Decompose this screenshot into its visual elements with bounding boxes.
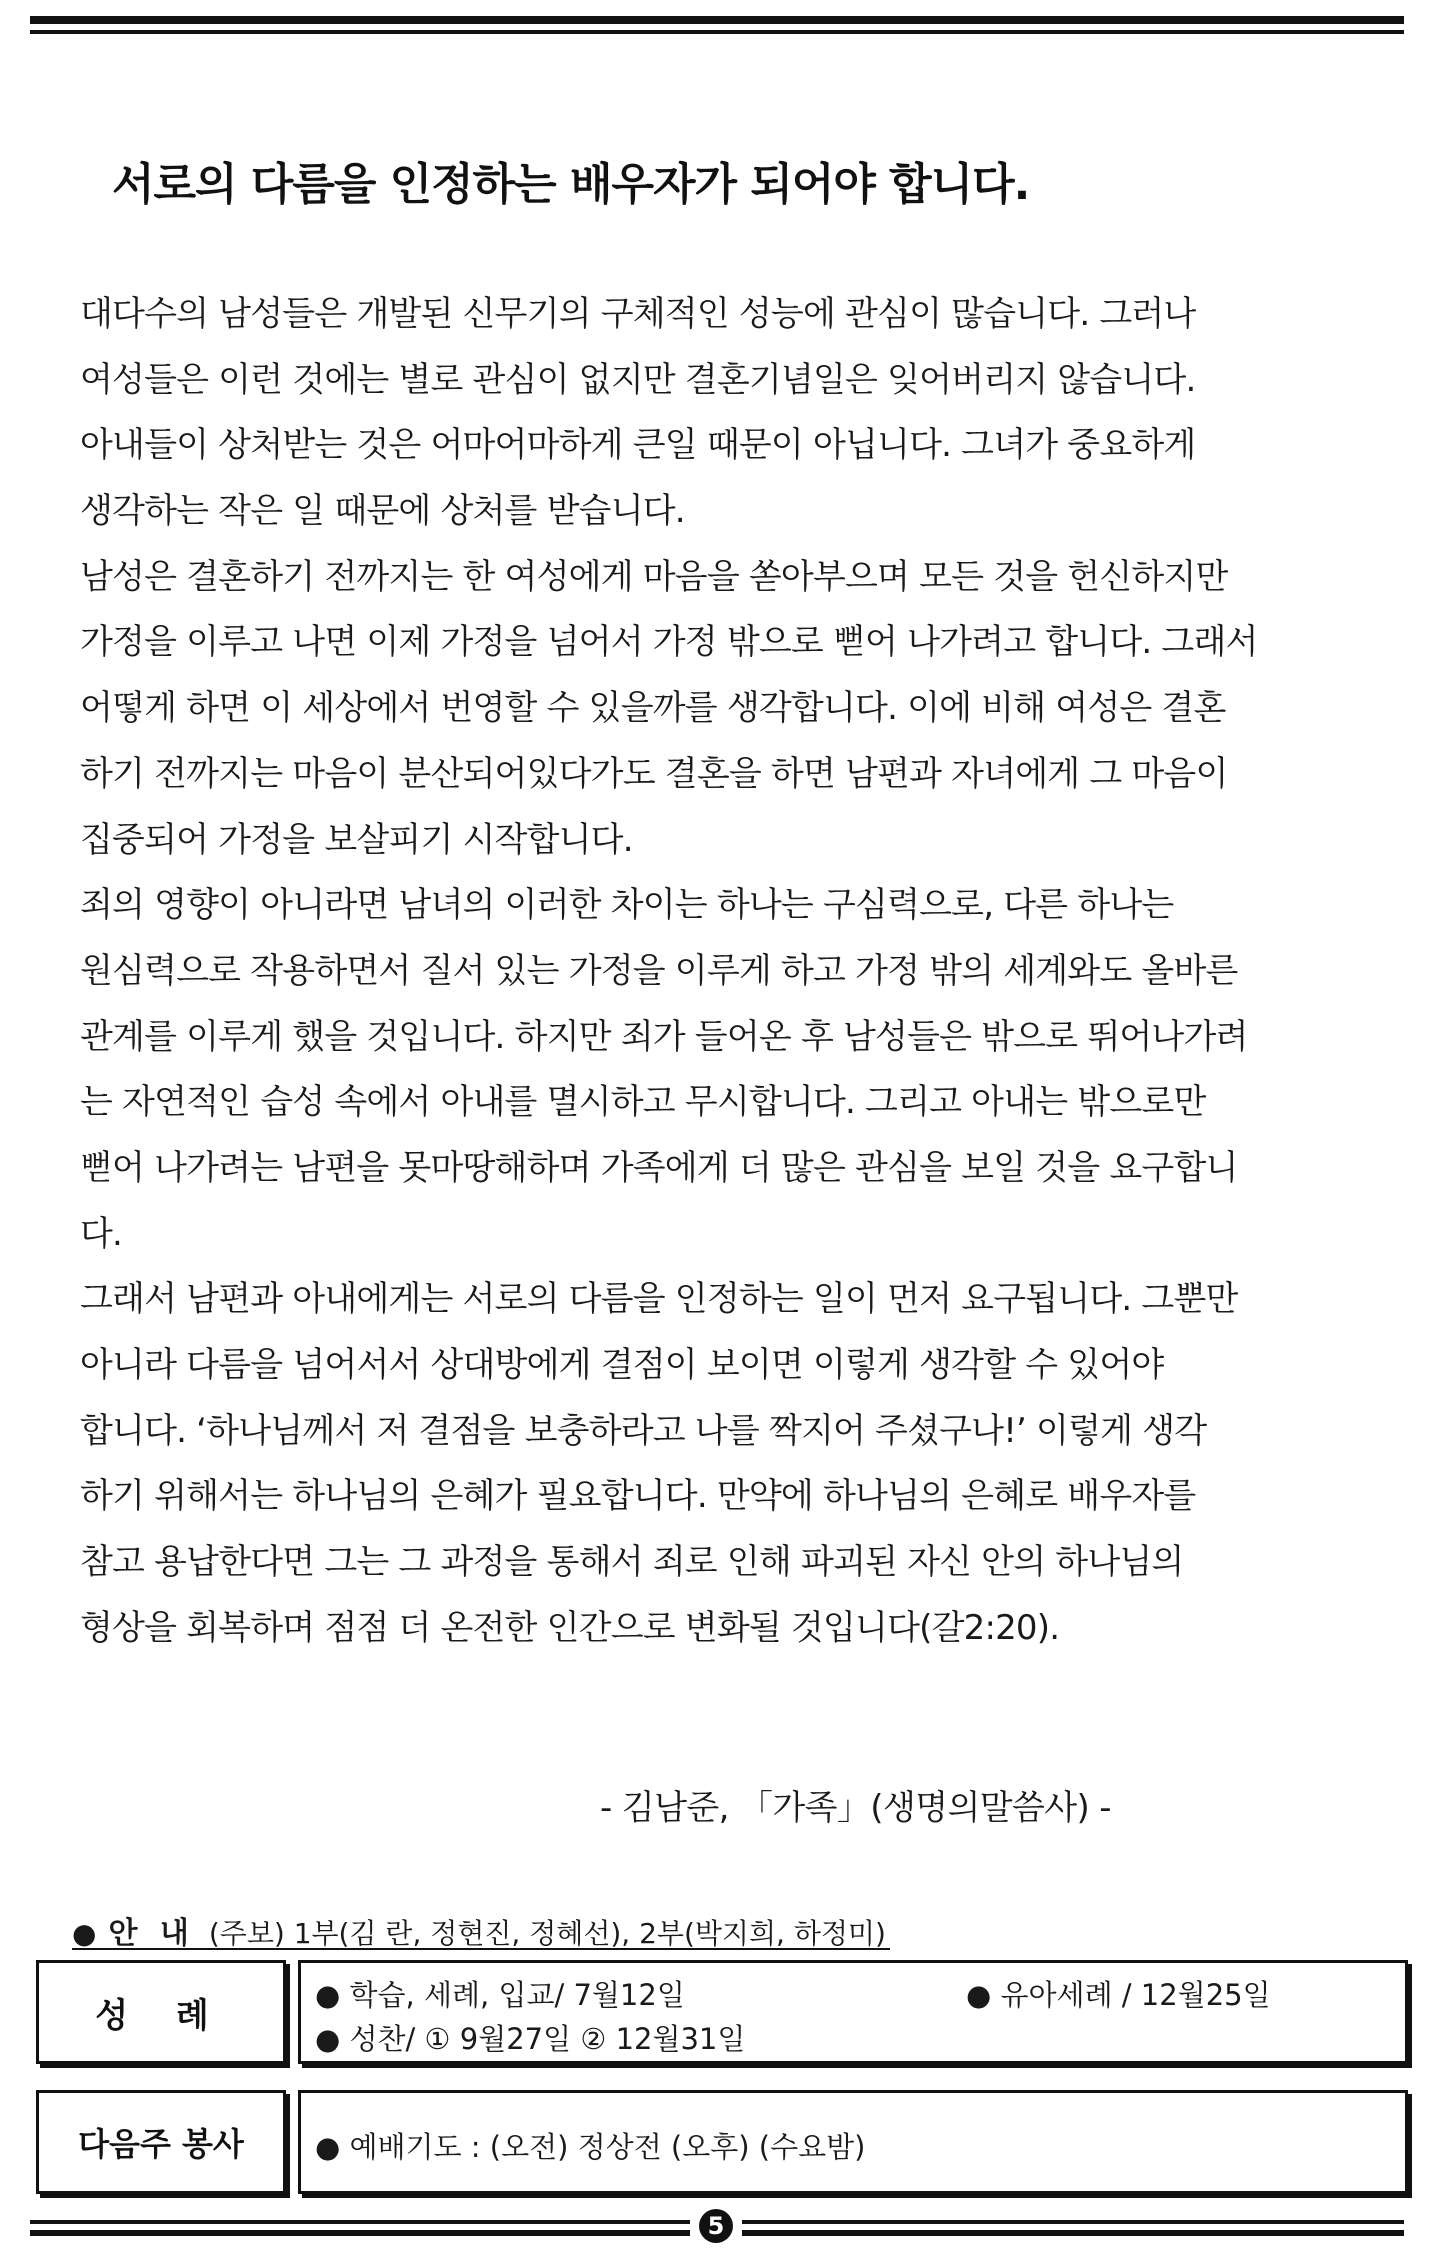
footer-rule [30,2230,690,2236]
footer-rule [30,2220,690,2224]
sacraments-content-box [298,1960,1408,2064]
article-title: 서로의 다름을 인정하는 배우자가 되어야 합니다. [112,159,1030,210]
body-line: 대다수의 남성들은 개발된 신무기의 구체적인 성능에 관심이 많습니다. 그러나 [80,294,1196,334]
body-line: 여성들은 이런 것에는 별로 관심이 없지만 결혼기념일은 잊어버리지 않습니다. [80,359,1196,400]
body-line: 관계를 이루게 했을 것입니다. 하지만 죄가 들어온 후 남성들은 밖으로 뛰어나가려 [80,1016,1248,1057]
body-line: 뻗어 나가려는 남편을 못마땅해하며 가족에게 더 많은 관심을 보일 것을 요구합니 [80,1147,1238,1188]
body-line: 그래서 남편과 아내에게는 서로의 다름을 인정하는 일이 먼저 요구됩니다. 그뿐만 [80,1279,1238,1320]
footer-rule [742,2230,1404,2236]
body-line: 가정을 이루고 나면 이제 가정을 넘어서 가정 밖으로 뻗어 나가려고 합니다. 그래서 [80,622,1258,663]
body-line: 생각하는 작은 일 때문에 상처를 받습니다. [80,491,685,532]
notice-label: 안 내 [108,1916,195,1951]
body-line: 하기 위해서는 하나님의 은혜가 필요합니다. 만약에 하나님의 은혜로 배우자를 [80,1476,1196,1517]
body-line: 원심력으로 작용하면서 질서 있는 가정을 이루게 하고 가정 밖의 세계와도 올바른 [80,950,1238,991]
source-citation: - 김남준, 「가족」(생명의말씀사) - [600,1788,1111,1828]
bullet-icon: ● [72,1917,97,1950]
body-line: 다. [80,1213,123,1254]
sacraments-item: ● 학습, 세례, 입교/ 7월12일 [315,1978,685,2012]
page-number: 5 [699,2209,733,2243]
top-rule-thick [30,16,1404,24]
sacraments-label: 성 례 [95,1995,227,2036]
body-line: 하기 전까지는 마음이 분산되어있다가도 결혼을 하면 남편과 자녀에게 그 마음이 [80,753,1228,794]
body-line: 남성은 결혼하기 전까지는 한 여성에게 마음을 쏟아부으며 모든 것을 헌신하지만 [80,556,1228,597]
body-line: 는 자연적인 습성 속에서 아내를 멸시하고 무시합니다. 그리고 아내는 밖으로만 [80,1082,1206,1123]
body-line: 형상을 회복하며 점점 더 온전한 인간으로 변화될 것입니다(갈2:20). [80,1607,1060,1648]
body-line: 참고 용납한다면 그는 그 과정을 통해서 죄로 인해 파괴된 자신 안의 하나님의 [80,1542,1184,1583]
service-label: 다음주 봉사 [78,2125,244,2163]
service-item: ● 예배기도 : (오전) 정상전 (오후) (수요밤) [315,2130,866,2164]
sacraments-label-box [36,1960,286,2064]
body-line: 집중되어 가정을 보살피기 시작합니다. [80,819,633,860]
service-content-box [298,2090,1408,2194]
top-rule-thin [30,30,1404,34]
sacraments-item: ● 성찬/ ① 9월27일 ② 12월31일 [315,2022,746,2056]
body-line: 아내들이 상처받는 것은 어마어마하게 큰일 때문이 아닙니다. 그녀가 중요하게 [80,425,1196,466]
footer-rule [742,2220,1404,2224]
notice-text: (주보) 1부(김 란, 정현진, 정혜선), 2부(박지희, 하정미) [208,1917,886,1950]
notice-line [72,1908,890,1950]
body-line: 죄의 영향이 아니라면 남녀의 이러한 차이는 하나는 구심력으로, 다른 하나는 [80,885,1174,926]
body-line: 아니라 다름을 넘어서서 상대방에게 결점이 보이면 이렇게 생각할 수 있어야 [80,1345,1164,1385]
article-body [80,282,1400,1661]
body-line: 어떻게 하면 이 세상에서 번영할 수 있을까를 생각합니다. 이에 비해 여성은 결혼 [80,688,1226,729]
body-line: 합니다. ‘하나님께서 저 결점을 보충하라고 나를 짝지어 주셨구나!’ 이렇게 생각 [80,1410,1207,1451]
sacraments-item: ● 유아세례 / 12월25일 [966,1978,1271,2012]
service-label-box [36,2090,286,2194]
